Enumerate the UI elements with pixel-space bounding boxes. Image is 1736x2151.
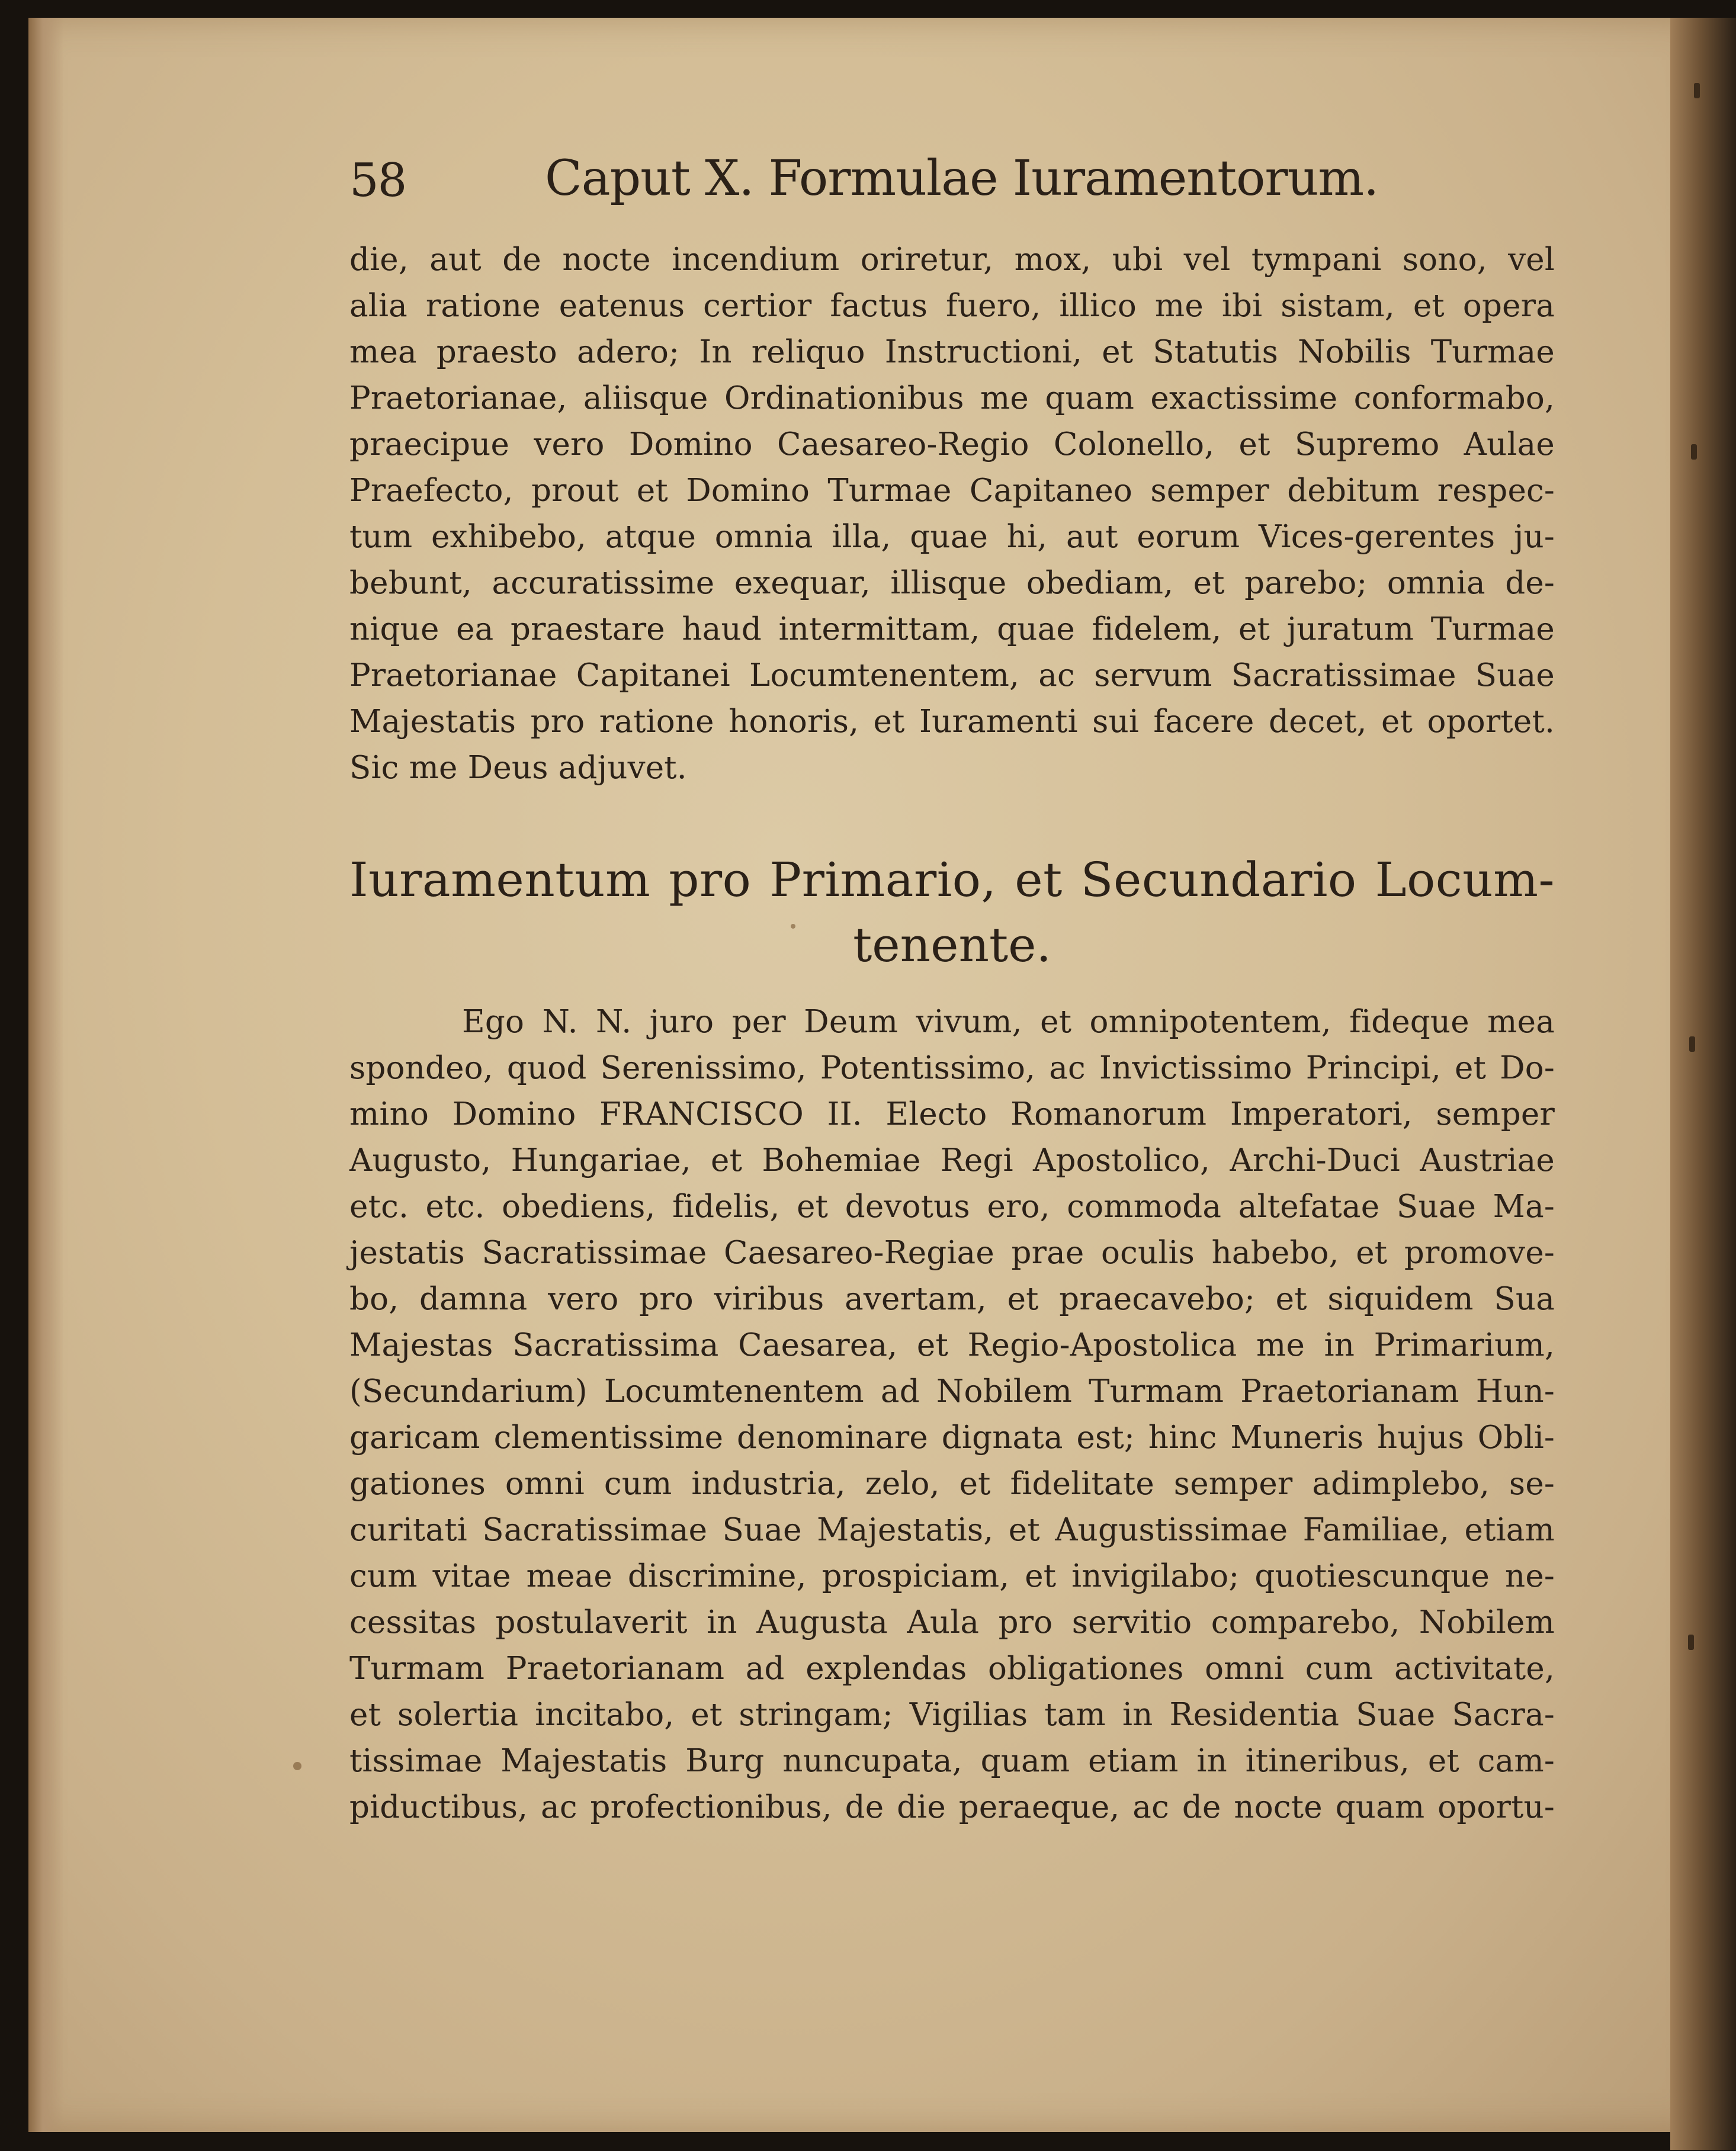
- page-number: 58: [349, 154, 406, 207]
- page-header: [349, 148, 1555, 237]
- text-line: garicam clementissime denominare dignata est; hinc Muneris hujus Obli-: [349, 1420, 1555, 1456]
- text-line: et solertia incitabo, et stringam; Vigilias tam in Residentia Suae Sacra-: [349, 1697, 1555, 1733]
- text-line: Ego N. N. juro per Deum vivum, et omnipotentem, fideque mea: [462, 1004, 1555, 1040]
- text-line: Majestas Sacratissima Caesarea, et Regio-Apostolica me in Primarium,: [349, 1327, 1555, 1363]
- text-line: cum vitae meae discrimine, prospiciam, et invigilabo; quotiescunque ne-: [349, 1558, 1555, 1594]
- text-line: Praetorianae Capitanei Locumtenentem, ac servum Sacratissimae Suae: [349, 657, 1555, 694]
- paragraph-oath-locumtenens: [349, 999, 1555, 1831]
- text-line: nique ea praestare haud intermittam, quae fidelem, et juratum Turmae: [349, 611, 1555, 647]
- text-line: tum exhibebo, atque omnia illa, quae hi, aut eorum Vices-gerentes ju-: [349, 519, 1555, 555]
- text-line: bebunt, accuratissime exequar, illisque obediam, et parebo; omnia de-: [349, 565, 1555, 601]
- text-line: bo, damna vero pro viribus avertam, et praecavebo; et siquidem Sua: [349, 1281, 1555, 1317]
- text-line: Augusto, Hungariae, et Bohemiae Regi Apostolico, Archi-Duci Austriae: [349, 1142, 1555, 1179]
- page-gutter: [28, 18, 64, 2132]
- text-line: Turmam Praetorianam ad explendas obligationes omni cum activitate,: [349, 1651, 1555, 1687]
- text-line: tissimae Majestatis Burg nuncupata, quam etiam in itineribus, et cam-: [349, 1743, 1555, 1779]
- text-line: Majestatis pro ratione honoris, et Iuramenti sui facere decet, et oportet.: [349, 704, 1555, 740]
- page-edge-right: [1670, 18, 1736, 2150]
- text-line: etc. etc. obediens, fidelis, et devotus ero, commoda altefatae Suae Ma-: [349, 1189, 1555, 1225]
- text-line: mino Domino FRANCISCO II. Electo Romanorum Imperatori, semper: [349, 1096, 1555, 1132]
- text-line: gationes omni cum industria, zelo, et fidelitate semper adimplebo, se-: [349, 1466, 1555, 1502]
- text-line: alia ratione eatenus certior factus fuero, illico me ibi sistam, et opera: [349, 288, 1555, 324]
- section-heading-line2: tenente.: [853, 917, 1051, 972]
- paper-spot: [293, 1762, 301, 1770]
- running-title: Caput X. Formulae Iuramentorum.: [545, 150, 1379, 207]
- text-line: spondeo, quod Serenissimo, Potentissimo, ac Invictissimo Principi, et Do-: [349, 1050, 1555, 1086]
- page-content: [349, 148, 1555, 1831]
- paragraph-oath-continued: [349, 237, 1555, 791]
- edge-mark: [1689, 1036, 1695, 1052]
- text-line: (Secundarium) Locumtenentem ad Nobilem Turmam Praetorianam Hun-: [349, 1373, 1555, 1410]
- text-line: cessitas postulaverit in Augusta Aula pro servitio comparebo, Nobilem: [349, 1604, 1555, 1640]
- text-line: Praefecto, prout et Domino Turmae Capitaneo semper debitum respec-: [349, 473, 1555, 509]
- edge-mark: [1691, 444, 1697, 460]
- text-line: Praetorianae, aliisque Ordinationibus me quam exactissime conformabo,: [349, 380, 1555, 416]
- text-line: jestatis Sacratissimae Caesareo-Regiae prae oculis habebo, et promove-: [349, 1235, 1555, 1271]
- section-heading-line1: Iuramentum pro Primario, et Secundario Locum-: [349, 852, 1555, 907]
- text-line: mea praesto adero; In reliquo Instructioni, et Statutis Nobilis Turmae: [349, 334, 1555, 370]
- text-line: Sic me Deus adjuvet.: [349, 750, 687, 786]
- text-line: praecipue vero Domino Caesareo-Regio Colonello, et Supremo Aulae: [349, 426, 1555, 463]
- edge-mark: [1694, 83, 1700, 98]
- edge-mark: [1688, 1635, 1694, 1650]
- text-line: die, aut de nocte incendium oriretur, mox, ubi vel tympani sono, vel: [349, 242, 1555, 278]
- text-line: curitati Sacratissimae Suae Majestatis, et Augustissimae Familiae, etiam: [349, 1512, 1555, 1548]
- text-line: piductibus, ac profectionibus, de die peraeque, ac de nocte quam oportu-: [349, 1789, 1555, 1825]
